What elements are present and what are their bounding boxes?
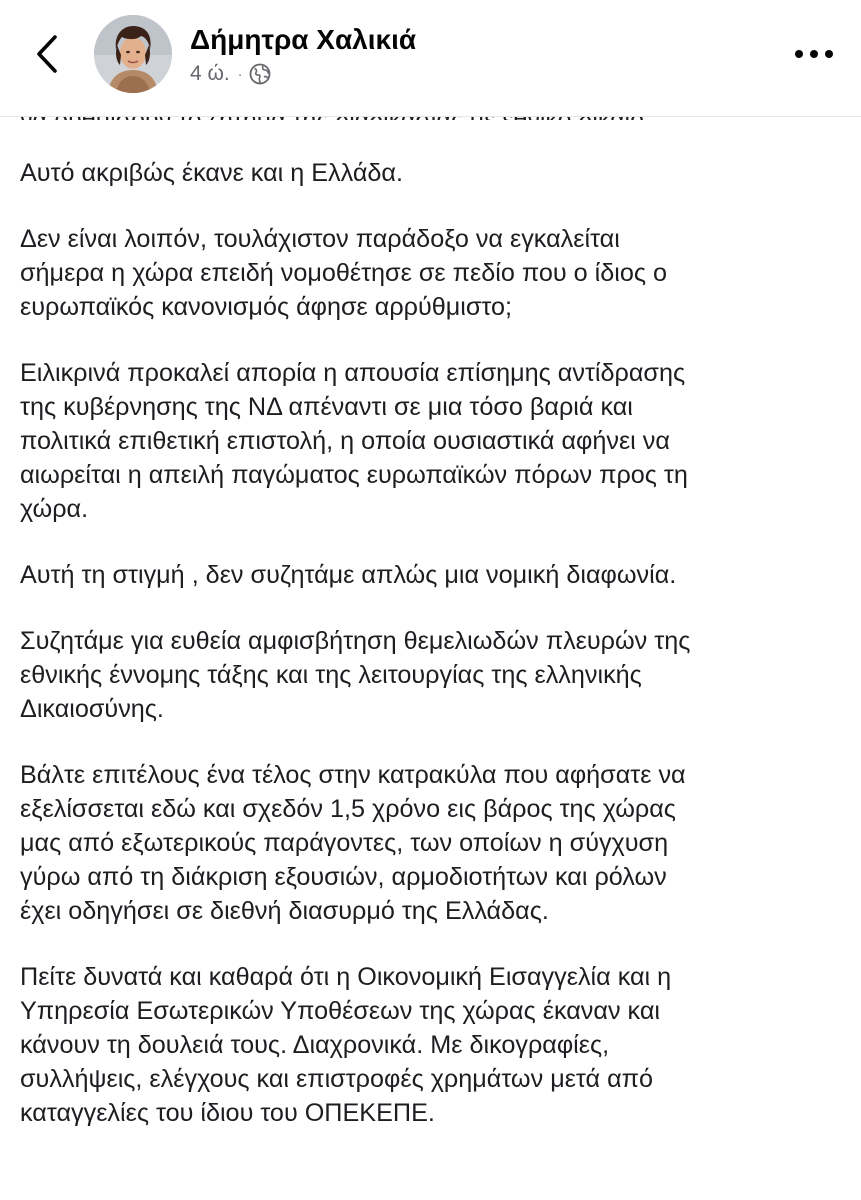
post-paragraph: Αυτή τη στιγμή , δεν συζητάμε απλώς μια νομική διαφωνία. [20, 561, 677, 589]
more-horizontal-icon [793, 40, 835, 68]
post-paragraph: Πείτε δυνατά και καθαρά ότι η Οικονομική Εισαγγελία και η Υπηρεσία Εσωτερικών Υποθέσεων της χώρας έκαναν και κάνουν τη δουλειά τους. Διαχρονικά. Με δικογραφίες, συλλήψεις, ελέγχους και επιστροφές χρημάτων μετά από καταγγελίες του ίδιου του ΟΠΕΚΕΠΕ. [20, 963, 672, 1127]
post-paragraph: Βάλτε επιτέλους ένα τέλος στην κατρακύλα που αφήσατε να εξελίσσεται εδώ και σχεδόν 1,5 χρόνο εις βάρος της χώρας μας από εξωτερικούς παράγοντες, των οποίων η σύγχυση γύρω από τη διάκριση εξουσιών, αρμοδιοτήτων και ρόλων έχει οδηγήσει σε διεθνή διασυρμό της Ελλάδας. [20, 761, 686, 925]
avatar[interactable] [94, 15, 172, 93]
post-paragraph: Ειλικρινά προκαλεί απορία η απουσία επίσημης αντίδρασης της κυβέρνησης της ΝΔ απέναντι σε μια τόσο βαριά και πολιτικά επιθετική επιστολή, η οποία ουσιαστικά αφήνει να αιωρείται η απειλή παγώματος ευρωπαϊκών πόρων προς τη χώρα. [20, 359, 688, 523]
post-paragraph: Αυτό ακριβώς έκανε και η Ελλάδα. [20, 159, 403, 187]
more-options-button[interactable] [793, 40, 835, 68]
post-meta [190, 60, 271, 88]
meta-separator: · [237, 66, 243, 82]
post-timestamp[interactable]: 4 ώ. [190, 62, 230, 85]
chevron-left-icon [28, 30, 68, 78]
post-paragraph: Συζητάμε για ευθεία αμφισβήτηση θεμελιωδών πλευρών της εθνικής έννομης τάξης και της λειτουργίας της ελληνικής Δικαιοσύνης. [20, 627, 691, 723]
post-header [0, 0, 861, 117]
author-photo [94, 15, 172, 93]
back-button[interactable] [28, 30, 68, 78]
post-text [20, 156, 850, 1162]
post-paragraph: Δεν είναι λοιπόν, τουλάχιστον παράδοξο να εγκαλείται σήμερα η χώρα επειδή νομοθέτησε σε πεδίο που ο ίδιος ο ευρωπαϊκός κανονισμός άφησε αρρύθμιστο; [20, 225, 668, 321]
author-name[interactable]: Δήμητρα Χαλικιά [190, 24, 417, 55]
globe-icon [249, 63, 271, 85]
